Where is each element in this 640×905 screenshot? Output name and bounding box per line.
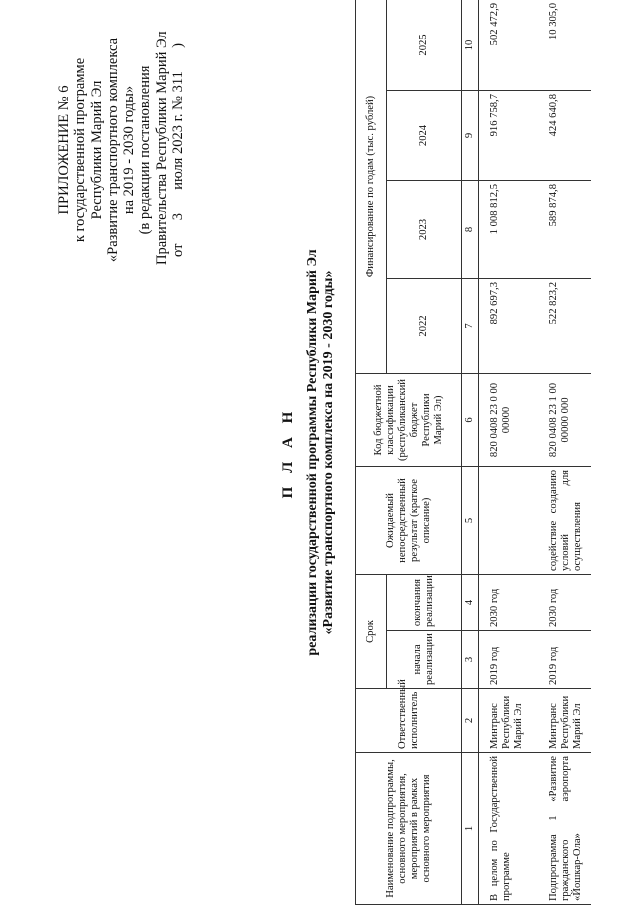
header-year: 2022 [387, 279, 462, 374]
column-number: 1 [462, 753, 479, 905]
row-2025: 502 472,9 [479, 0, 541, 91]
column-number: 5 [462, 467, 479, 575]
column-numbers-row [462, 0, 479, 905]
row-2023: 1 008 812,5 [479, 181, 541, 279]
row-executor: Минтранс Республики Марий Эл [540, 689, 591, 753]
appendix-title: ПРИЛОЖЕНИЕ № 6 [56, 85, 72, 215]
row-result [479, 467, 541, 575]
row-name: Подпрограмма 1 «Развитие гражданского аэропорта «Йошкар-Ола» [540, 753, 591, 905]
column-number: 4 [462, 575, 479, 631]
row-start: 2019 год [479, 631, 541, 689]
column-number: 8 [462, 181, 479, 279]
date-day: 3 [170, 213, 187, 221]
header-code: Код бюджетной классификации (республиканский бюджет Республики Марий Эл) [356, 374, 462, 467]
column-number: 7 [462, 279, 479, 374]
row-code: 820 0408 23 0 00 00000 [479, 374, 541, 467]
table-row [479, 0, 541, 905]
column-number: 6 [462, 374, 479, 467]
header-financing: Финансирование по годам (тыс. рублей) [356, 0, 387, 374]
appendix-line: «Развитие транспортного комплекса [104, 37, 121, 263]
header-year: 2024 [387, 91, 462, 181]
date-rest: июля 2023 г. № 311 [170, 71, 187, 190]
plan-title: П Л А Н [280, 406, 296, 499]
table-row [540, 0, 591, 905]
row-end: 2030 год [479, 575, 541, 631]
date-prefix: от [170, 243, 187, 257]
header-year: 2023 [387, 181, 462, 279]
appendix-line: (в редакции постановления [137, 65, 154, 235]
header-year: 2025 [387, 0, 462, 91]
header-end: окончания реализации [387, 575, 462, 631]
table-header-row [356, 0, 387, 905]
plan-subtitle-line: реализации государственной программы Республики Марий Эл [305, 249, 320, 656]
header-term: Срок [356, 575, 387, 689]
header-name: Наименование подпрограммы, основного мероприятия, мероприятий в рамках основного мероприятия [356, 753, 462, 905]
row-executor: Минтранс Республики Марий Эл [479, 689, 541, 753]
plan-subtitle [305, 0, 337, 905]
appendix-block [56, 31, 187, 265]
row-end: 2030 год [540, 575, 591, 631]
row-code: 820 0408 23 1 00 00000 000 [540, 374, 591, 467]
column-number: 10 [462, 0, 479, 91]
plan-table [355, 0, 591, 905]
row-2023: 589 874,8 [540, 181, 591, 279]
header-result: Ожидаемый непосредственный результат (краткое описание) [356, 467, 462, 575]
header-executor: Ответственный исполнитель [356, 689, 462, 753]
row-2022: 522 823,2 [540, 279, 591, 374]
row-2024: 916 758,7 [479, 91, 541, 181]
column-number: 3 [462, 631, 479, 689]
appendix-line: Республики Марий Эл [88, 80, 105, 220]
row-result: содействие созданию условий для осуществления [540, 467, 591, 575]
appendix-date [170, 35, 186, 265]
header-start: начала реализации [387, 631, 462, 689]
row-2025: 10 305,0 [540, 0, 591, 91]
appendix-line: на 2019 - 2030 годы» [121, 85, 138, 215]
column-number: 9 [462, 91, 479, 181]
date-close: ) [170, 43, 187, 48]
row-name: В целом по Государственной программе [479, 753, 541, 905]
appendix-line: к государственной программе [72, 57, 89, 243]
row-2024: 424 640,8 [540, 91, 591, 181]
appendix-line: Правительства Республики Марий Эл [153, 31, 170, 265]
column-number: 2 [462, 689, 479, 753]
row-start: 2019 год [540, 631, 591, 689]
row-2022: 892 697,3 [479, 279, 541, 374]
plan-subtitle-line: «Развитие транспортного комплекса на 2019 - 2030 годы» [321, 270, 336, 635]
